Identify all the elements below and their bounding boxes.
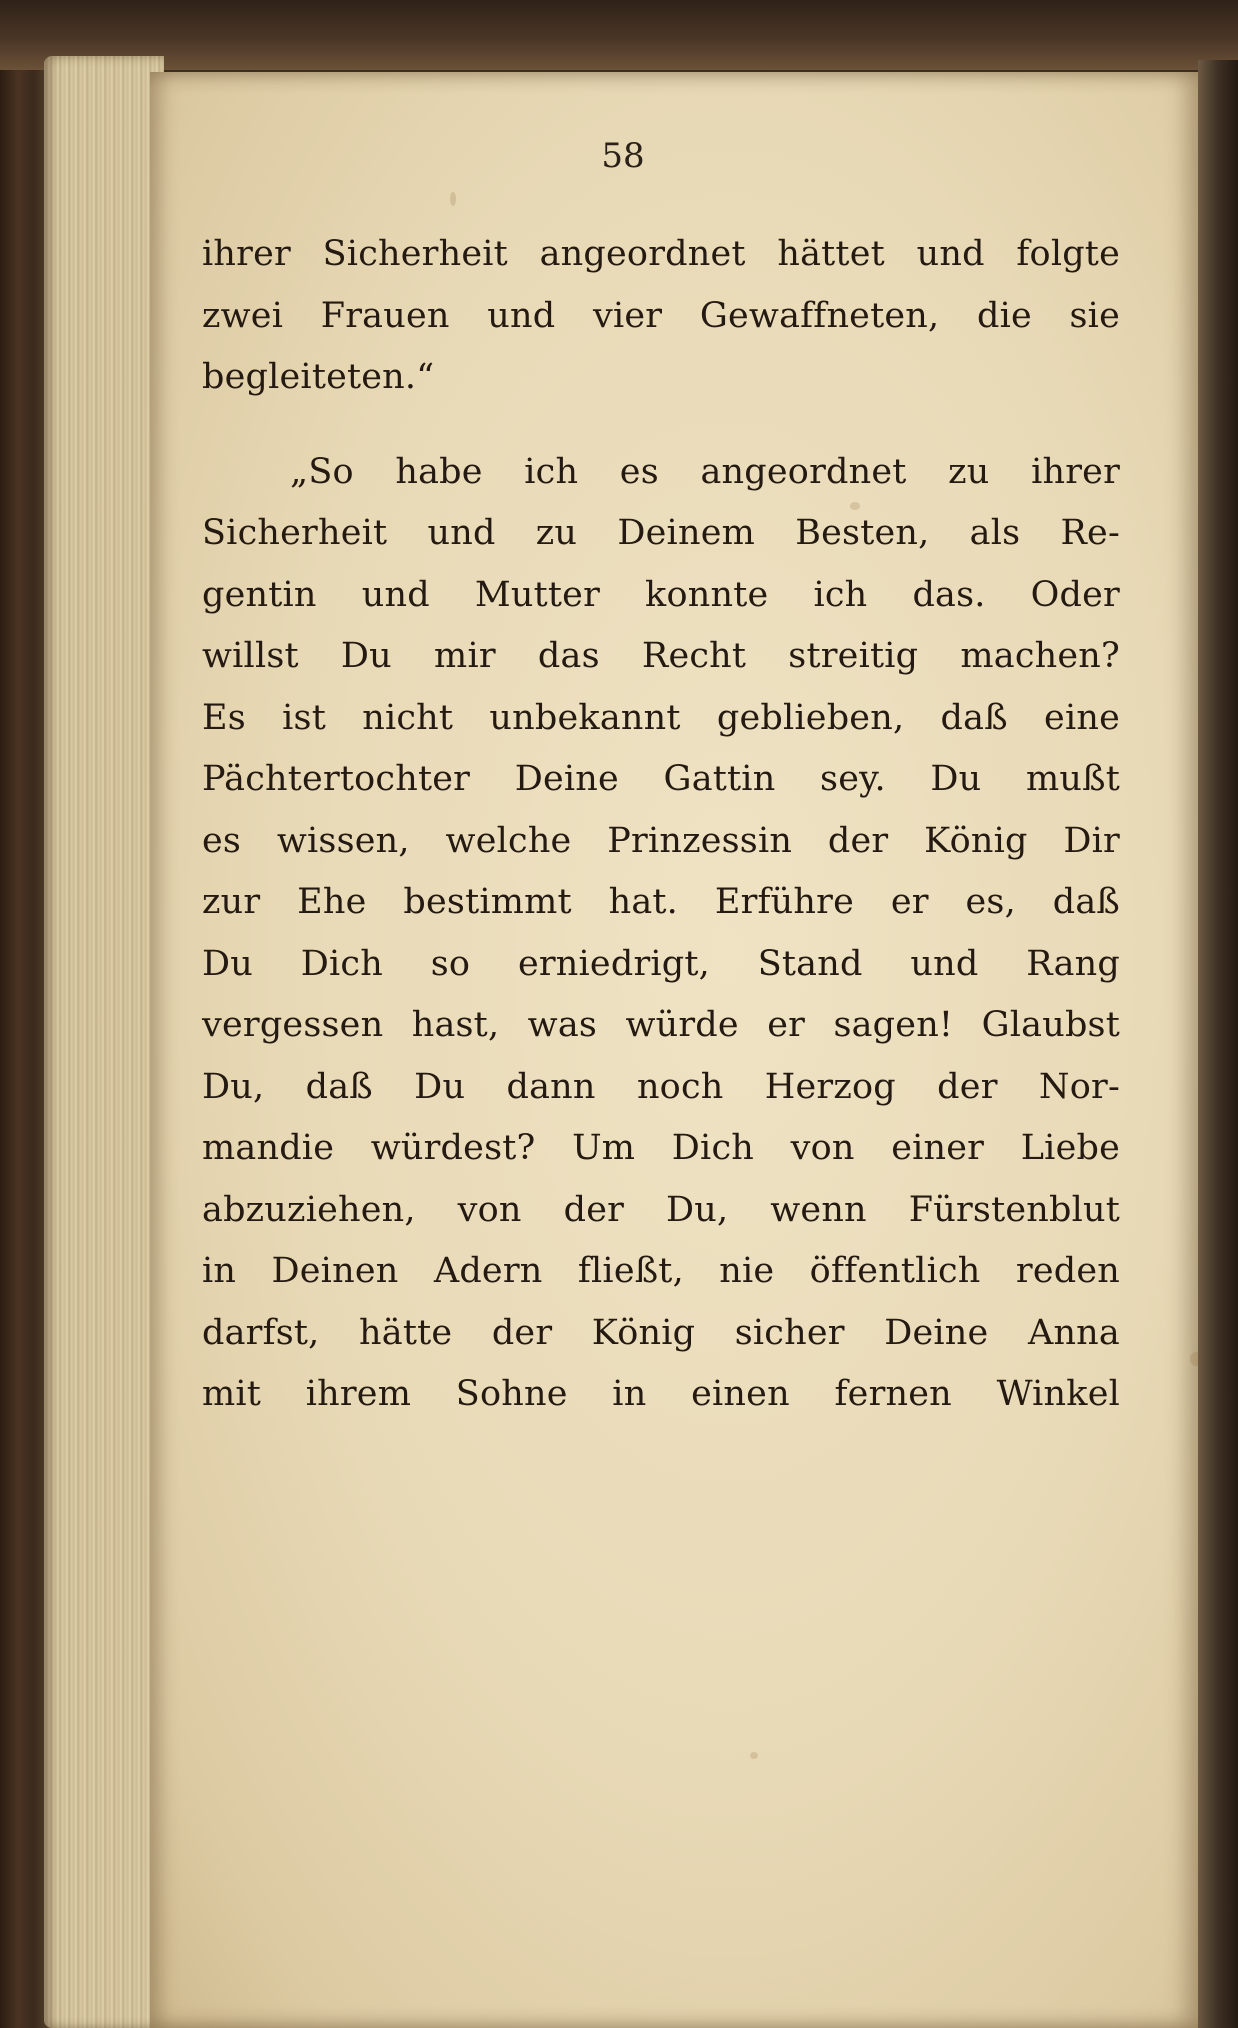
paragraph-2 [202,442,1120,1426]
page-number: 58 [601,136,645,176]
right-binding-edge [1198,60,1238,2028]
text-line: Es ist nicht unbekannt geblieben, daß eine [202,697,1120,738]
page-stack-edges [44,56,164,2028]
text-line: Du, daß Du dann noch Herzog der Nor- [202,1066,1120,1107]
paragraph-gap [202,409,1120,442]
text-line: zwei Frauen und vier Gewaffneten, die sie [202,295,1120,336]
text-line: Du Dich so erniedrigt, Stand und Rang [202,943,1120,984]
text-line: Sicherheit und zu Deinem Besten, als Re- [202,513,1120,553]
foxing-spot [750,1752,758,1759]
foxing-spot [450,192,456,206]
text-line: „So habe ich es angeordnet zu ihrer [290,451,1120,492]
text-line: darfst, hätte der König sicher Deine Anna [202,1312,1120,1353]
text-line: ihrer Sicherheit angeordnet hättet und folgte [202,234,1120,274]
text-line: in Deinen Adern fließt, nie öffentlich reden [202,1251,1120,1291]
body-text [202,224,1120,1426]
text-line: willst Du mir das Recht streitig machen? [202,636,1120,676]
text-line: begleiteten.“ [202,357,435,397]
text-line: vergessen hast, was würde er sagen! Glaubst [202,1005,1120,1045]
text-line: gentin und Mutter konnte ich das. Oder [202,574,1120,615]
text-line: zur Ehe bestimmt hat. Erführe er es, daß [202,882,1120,922]
text-line: Pächtertochter Deine Gattin sey. Du mußt [202,759,1120,799]
paragraph-1 [202,224,1120,409]
text-line: mit ihrem Sohne in einen fernen Winkel [202,1374,1120,1414]
book-cover-top-edge [0,0,1238,70]
text-line: abzuziehen, von der Du, wenn Fürstenblut [202,1189,1120,1230]
text-line: es wissen, welche Prinzessin der König Dir [202,820,1120,861]
text-line: mandie würdest? Um Dich von einer Liebe [202,1128,1120,1168]
